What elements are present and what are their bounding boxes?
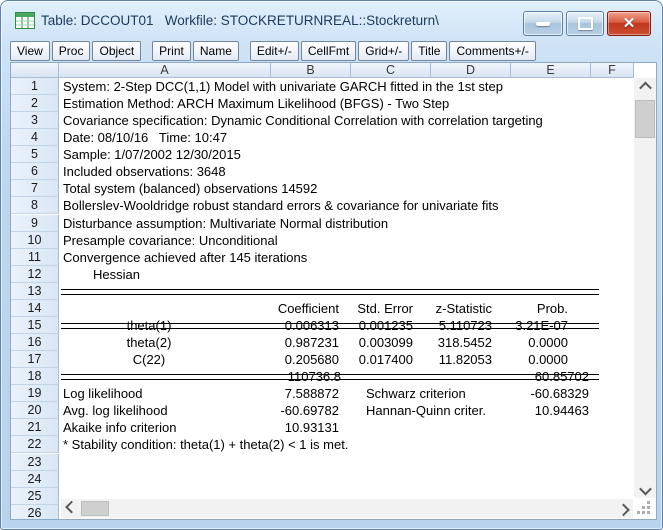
row-header-23[interactable]: 23 <box>11 454 59 471</box>
row-header-1[interactable]: 1 <box>11 78 59 95</box>
summary-label-left-row-19: Log likelihood <box>63 386 143 402</box>
resize-grip-dot <box>637 511 640 514</box>
toolbar-button-name[interactable]: Name <box>193 41 239 61</box>
row-header-13[interactable]: 13 <box>11 283 59 300</box>
column-header-c[interactable]: C <box>351 63 431 78</box>
coef-value-row-16-col-4: 0.0000 <box>528 335 568 351</box>
toolbar-button-print[interactable]: Print <box>152 41 191 61</box>
horizontal-scroll-thumb[interactable] <box>81 501 109 516</box>
column-header-d[interactable]: D <box>431 63 511 78</box>
column-header-b[interactable]: B <box>271 63 351 78</box>
summary-value-right-row-20: 10.94463 <box>534 403 589 419</box>
coef-value-row-16-col-1: 0.987231 <box>284 335 339 351</box>
minimize-icon <box>536 22 550 26</box>
coef-value-row-16-col-2: 0.003099 <box>358 335 413 351</box>
table-double-rule-row-18 <box>61 374 599 380</box>
maximize-button[interactable] <box>566 11 604 36</box>
scroll-left-button[interactable] <box>63 499 79 518</box>
cell-text-row-1: System: 2-Step DCC(1,1) Model with univariate GARCH fitted in the 1st step <box>63 79 504 94</box>
toolbar-button-edit[interactable]: Edit+/- <box>250 41 299 61</box>
toolbar-button-comments[interactable]: Comments+/- <box>449 41 535 61</box>
toolbar-button-proc[interactable]: Proc <box>52 41 91 61</box>
maximize-icon <box>578 17 593 30</box>
coef-col-header-4: Prob. <box>536 300 568 316</box>
coef-value-row-15-col-4: 3.21E-07 <box>515 317 568 333</box>
cell-text-row-2: Estimation Method: ARCH Maximum Likelihood (BFGS) - Two Step <box>63 96 450 112</box>
chevron-down-icon <box>639 482 652 495</box>
row-header-10[interactable]: 10 <box>11 232 59 249</box>
summary-value-right-row-19: -60.68329 <box>530 386 589 402</box>
row-header-6[interactable]: 6 <box>11 163 59 180</box>
vertical-scroll-thumb[interactable] <box>635 100 655 138</box>
toolbar-button-grid[interactable]: Grid+/- <box>358 41 409 61</box>
chevron-up-icon <box>639 81 652 94</box>
row-header-15[interactable]: 15 <box>11 317 59 334</box>
scroll-down-button[interactable] <box>634 482 656 498</box>
chevron-left-icon <box>65 501 78 514</box>
cell-text-row-12: Hessian <box>93 266 140 282</box>
cell-text-row-6: Included observations: 3648 <box>63 164 226 180</box>
cell-text-row-4: Date: 08/10/16 Time: 10:47 <box>63 130 228 146</box>
coef-name-row-17: C(22) <box>132 352 166 368</box>
coef-value-row-17-col-3: 11.82053 <box>438 352 492 368</box>
toolbar-button-title[interactable]: Title <box>411 41 447 61</box>
vertical-scrollbar[interactable] <box>634 78 656 498</box>
coef-name-row-15: theta(1) <box>126 317 172 333</box>
coef-value-row-15-col-1: 0.006313 <box>284 317 339 333</box>
coef-col-header-1: Coefficient <box>277 300 339 316</box>
row-header-7[interactable]: 7 <box>11 180 59 197</box>
column-header-a[interactable]: A <box>59 63 271 78</box>
row-header-14[interactable]: 14 <box>11 300 59 317</box>
row-header-16[interactable]: 16 <box>11 334 59 351</box>
minimize-button[interactable] <box>523 11 563 36</box>
resize-grip[interactable] <box>637 501 651 515</box>
row-header-17[interactable]: 17 <box>11 351 59 368</box>
summary-value-left-row-19: 7.588872 <box>284 386 339 402</box>
summary-label-right-row-20: Hannan-Quinn criter. <box>366 403 486 419</box>
cell-text-row-5: Sample: 1/07/2002 12/30/2015 <box>63 147 241 163</box>
close-icon: ✕ <box>622 15 636 32</box>
cell-text-row-7: Total system (balanced) observations 14592 <box>63 181 318 197</box>
summary-label-right-row-19: Schwarz criterion <box>366 386 466 402</box>
row-header-3[interactable]: 3 <box>11 112 59 129</box>
corner-header-cell[interactable] <box>11 63 59 78</box>
summary-label-left-row-20: Avg. log likelihood <box>63 403 168 419</box>
row-header-11[interactable]: 11 <box>11 249 59 266</box>
summary-value-left-row-21: 10.93131 <box>284 420 339 436</box>
coef-col-header-3: z-Statistic <box>435 300 492 316</box>
coef-value-row-17-col-2: 0.017400 <box>358 352 413 368</box>
cell-text-row-8: Bollerslev-Wooldridge robust standard errors & covariance for univariate fits <box>63 198 499 214</box>
cell-text-row-11: Convergence achieved after 145 iterations <box>63 249 308 265</box>
cell-text-row-3: Covariance specification: Dynamic Conditional Correlation with correlation targeting <box>63 113 543 129</box>
resize-grip-dot <box>642 506 645 509</box>
cell-text-row-9: Disturbance assumption: Multivariate Normal distribution <box>63 215 389 231</box>
summary-value-right-row-18: 60.85702 <box>534 369 589 385</box>
coef-value-row-15-col-2: 0.001235 <box>358 317 413 333</box>
title-bar[interactable] <box>1 1 663 41</box>
coef-value-row-15-col-3: 5.110723 <box>438 317 492 333</box>
toolbar <box>10 41 655 63</box>
chevron-right-icon <box>617 504 630 517</box>
toolbar-button-cellfmt[interactable]: CellFmt <box>301 41 356 61</box>
row-header-2[interactable]: 2 <box>11 95 59 112</box>
row-header-8[interactable]: 8 <box>11 197 59 214</box>
table-double-rule-row-13 <box>61 289 599 295</box>
row-header-22[interactable]: 22 <box>11 436 59 453</box>
sheet <box>11 63 656 519</box>
row-header-4[interactable]: 4 <box>11 129 59 146</box>
coef-name-row-16: theta(2) <box>126 335 172 351</box>
column-header-e[interactable]: E <box>511 63 591 78</box>
summary-value-left-row-20: -60.69782 <box>280 403 339 419</box>
coef-value-row-16-col-3: 318.5452 <box>437 335 492 351</box>
resize-grip-dot <box>647 501 650 504</box>
close-button[interactable] <box>607 11 651 36</box>
summary-label-left-row-21: Akaike info criterion <box>63 420 177 436</box>
row-header-18[interactable]: 18 <box>11 368 59 385</box>
window-title: Table: DCCOUT01 Workfile: STOCKRETURNREAL::Stockreturn\ <box>41 13 439 28</box>
resize-grip-dot <box>642 511 645 514</box>
summary-value-left-row-18: 110736.8 <box>287 369 341 385</box>
row-header-26[interactable]: 26 <box>11 505 59 519</box>
row-header-25[interactable]: 25 <box>11 488 59 505</box>
table-grid-icon[interactable] <box>15 12 35 29</box>
row-header-20[interactable]: 20 <box>11 402 59 419</box>
row-header-9[interactable]: 9 <box>11 215 59 232</box>
horizontal-scrollbar[interactable] <box>61 499 633 518</box>
scroll-right-button[interactable] <box>615 499 631 518</box>
row-header-21[interactable]: 21 <box>11 419 59 436</box>
scroll-up-button[interactable] <box>634 78 656 94</box>
toolbar-button-object[interactable]: Object <box>92 41 141 61</box>
row-header-5[interactable]: 5 <box>11 146 59 163</box>
column-header-f[interactable]: F <box>591 63 634 78</box>
row-header-12[interactable]: 12 <box>11 266 59 283</box>
row-header-24[interactable]: 24 <box>11 471 59 488</box>
table-double-rule-row-15 <box>61 323 599 329</box>
resize-grip-dot <box>647 511 650 514</box>
cell-text-row-22: * Stability condition: theta(1) + theta(2) < 1 is met. <box>63 437 349 453</box>
coef-value-row-17-col-1: 0.205680 <box>284 352 339 368</box>
cell-text-row-10: Presample covariance: Unconditional <box>63 232 278 248</box>
toolbar-button-view[interactable]: View <box>10 41 50 61</box>
coef-value-row-17-col-4: 0.0000 <box>528 352 568 368</box>
resize-grip-dot <box>647 506 650 509</box>
coef-col-header-2: Std. Error <box>357 300 413 316</box>
row-header-19[interactable]: 19 <box>11 385 59 402</box>
